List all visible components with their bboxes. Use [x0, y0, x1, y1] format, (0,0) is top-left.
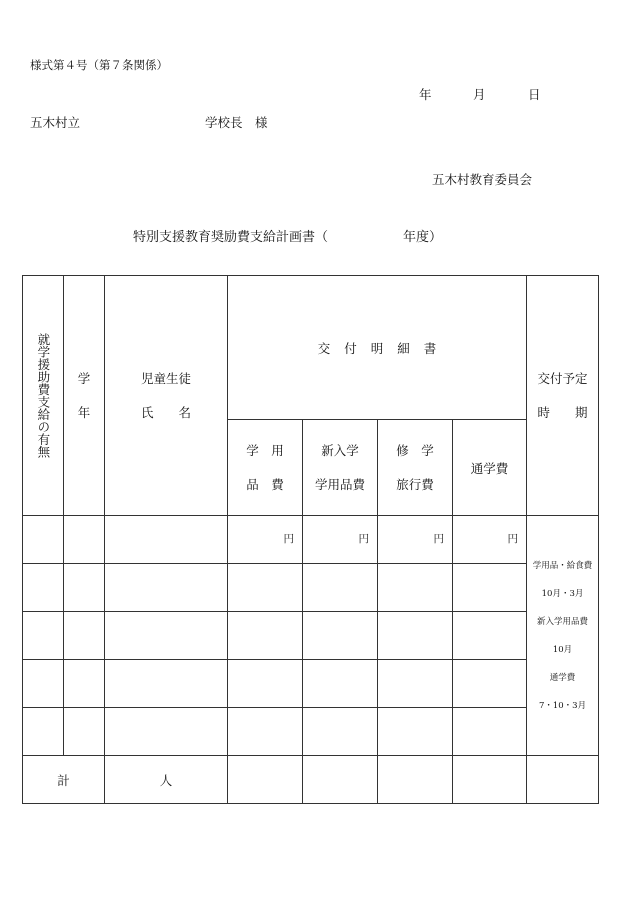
total-count[interactable]: [105, 756, 228, 804]
total-row: [23, 756, 599, 804]
cell-new-enrollment[interactable]: [303, 708, 378, 756]
yen-unit: 円: [433, 533, 444, 546]
header-grade-line2: 年: [77, 404, 91, 420]
header-supplies-line2: 品 費: [246, 476, 284, 492]
header-school-trip: [378, 420, 453, 516]
cell-eligibility[interactable]: [23, 516, 64, 564]
header-detail: [228, 276, 527, 420]
total-unit: 人: [159, 772, 173, 788]
header-name-line2: 氏 名: [140, 404, 191, 420]
cell-commute[interactable]: [453, 708, 527, 756]
cell-supplies[interactable]: [228, 564, 303, 612]
cell-commute[interactable]: [453, 564, 527, 612]
schedule-notes: [527, 516, 599, 756]
table-row: [23, 612, 599, 660]
cell-eligibility[interactable]: [23, 564, 64, 612]
cell-grade[interactable]: [64, 516, 105, 564]
cell-grade[interactable]: [64, 708, 105, 756]
cell-school-trip[interactable]: [378, 708, 453, 756]
header-name-line1: 児童生徒: [140, 370, 191, 386]
header-detail-text: 交付明細書: [317, 340, 451, 356]
total-supplies[interactable]: [228, 756, 303, 804]
cell-new-enrollment[interactable]: [303, 660, 378, 708]
header-schedule: [527, 276, 599, 516]
document-title-year: 年度）: [403, 230, 443, 245]
cell-eligibility[interactable]: [23, 612, 64, 660]
table-row: [23, 660, 599, 708]
date-month-label: 月: [473, 87, 486, 102]
header-trip-line1: 修 学: [396, 442, 434, 458]
yen-unit: 円: [358, 533, 369, 546]
cell-new-enrollment[interactable]: [303, 564, 378, 612]
cell-new-enrollment[interactable]: [303, 516, 378, 564]
issuer-name: 五木村教育委員会: [432, 172, 533, 187]
date-year-label: 年: [419, 87, 432, 102]
table-row: [23, 516, 599, 564]
cell-student-name[interactable]: [105, 612, 228, 660]
cell-new-enrollment[interactable]: [303, 612, 378, 660]
header-commute: 通学費: [453, 420, 527, 516]
cell-commute[interactable]: [453, 660, 527, 708]
cell-student-name[interactable]: [105, 708, 228, 756]
cell-supplies[interactable]: [228, 660, 303, 708]
header-eligibility-text: 就学援助費支給の有無: [35, 333, 51, 458]
cell-grade[interactable]: [64, 612, 105, 660]
header-grade-line1: 学: [77, 370, 91, 386]
school-prefix: 五木村立: [30, 115, 81, 130]
header-new-line1: 新入学: [321, 442, 359, 458]
cell-commute[interactable]: [453, 612, 527, 660]
total-schedule[interactable]: [527, 756, 599, 804]
header-new-line2: 学用品費: [314, 476, 365, 492]
cell-supplies[interactable]: [228, 708, 303, 756]
cell-commute[interactable]: [453, 516, 527, 564]
schedule-note: 学用品・給食費: [532, 560, 593, 571]
table-row: [23, 708, 599, 756]
yen-unit: 円: [507, 533, 519, 546]
document-title: 特別支援教育奨励費支給計画書（: [133, 230, 329, 245]
header-schedule-line1: 交付予定: [537, 370, 588, 386]
header-supplies: [228, 420, 303, 516]
total-label: 計: [23, 756, 105, 804]
header-supplies-line1: 学 用: [246, 442, 284, 458]
header-student-name: [105, 276, 228, 516]
cell-student-name[interactable]: [105, 516, 228, 564]
schedule-note: 10月: [552, 644, 573, 655]
yen-unit: 円: [283, 533, 294, 546]
principal-salutation: 学校長 様: [205, 115, 268, 130]
cell-supplies[interactable]: [228, 516, 303, 564]
schedule-note: 7・10・3月: [538, 700, 587, 711]
total-school-trip[interactable]: [378, 756, 453, 804]
total-new-enrollment[interactable]: [303, 756, 378, 804]
schedule-note: 新入学用品費: [537, 616, 589, 627]
header-new-enrollment: [303, 420, 378, 516]
schedule-note: 通学費: [549, 672, 576, 683]
cell-supplies[interactable]: [228, 612, 303, 660]
header-eligibility: [23, 276, 64, 516]
cell-school-trip[interactable]: [378, 564, 453, 612]
cell-school-trip[interactable]: [378, 516, 453, 564]
cell-student-name[interactable]: [105, 564, 228, 612]
schedule-note: 10月・3月: [541, 588, 584, 599]
total-commute[interactable]: [453, 756, 527, 804]
date-day-label: 日: [528, 87, 541, 102]
cell-school-trip[interactable]: [378, 612, 453, 660]
cell-grade[interactable]: [64, 660, 105, 708]
cell-school-trip[interactable]: [378, 660, 453, 708]
header-schedule-line2: 時 期: [537, 404, 588, 420]
header-trip-line2: 旅行費: [396, 476, 434, 492]
cell-student-name[interactable]: [105, 660, 228, 708]
cell-eligibility[interactable]: [23, 660, 64, 708]
cell-grade[interactable]: [64, 564, 105, 612]
table-row: [23, 564, 599, 612]
cell-eligibility[interactable]: [23, 708, 64, 756]
plan-table: [22, 275, 599, 804]
header-grade: [64, 276, 105, 516]
form-number: 様式第４号（第７条関係）: [30, 58, 168, 72]
